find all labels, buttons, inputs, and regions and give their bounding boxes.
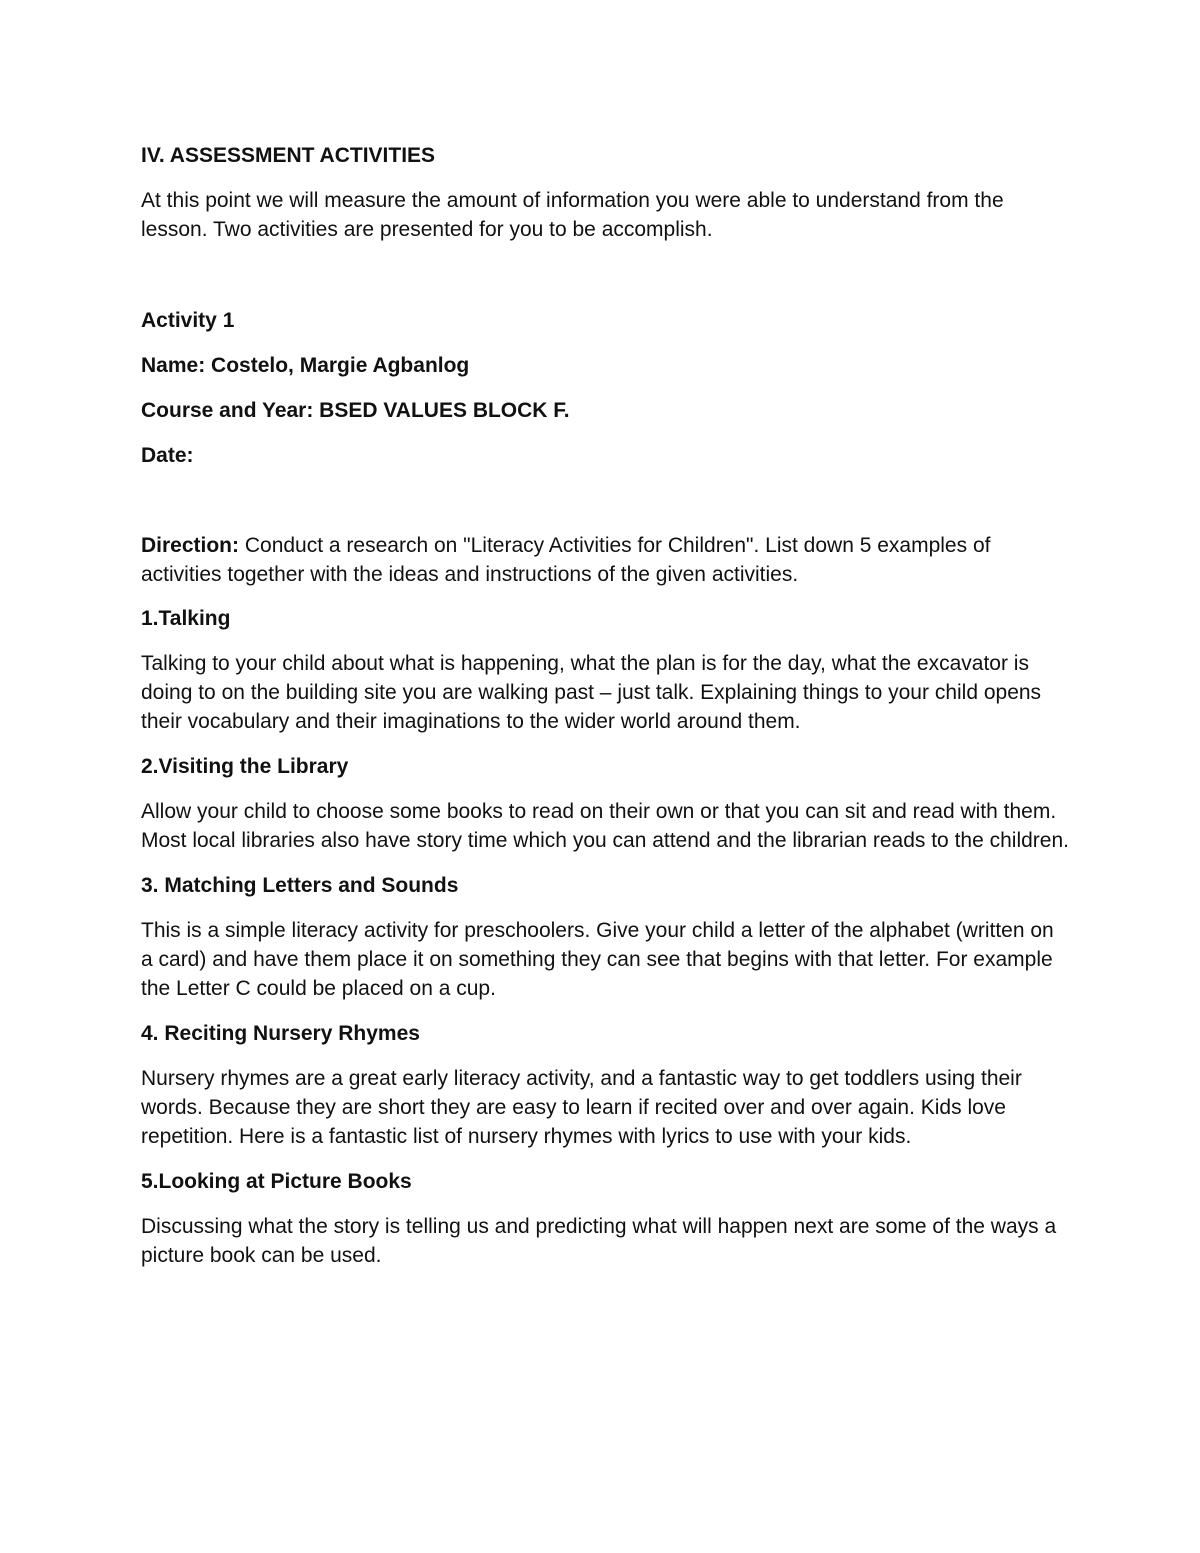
item-title: 4. Reciting Nursery Rhymes [141, 1022, 420, 1045]
item-title: 5.Looking at Picture Books [141, 1170, 412, 1193]
item-title: 1.Talking [141, 607, 231, 630]
name-line: Name: Costelo, Margie Agbanlog [141, 354, 470, 377]
item-title: 3. Matching Letters and Sounds [141, 874, 459, 897]
activity-title: Activity 1 [141, 309, 235, 332]
item-body: Talking to your child about what is happening, what the plan is for the day, what the excavator is doing to on the building site you are walking past – just talk. Explaining things to your child opens their vocabulary and their imaginations to the wider world around them. [141, 652, 1042, 733]
item-body: Nursery rhymes are a great early literacy activity, and a fantastic way to get toddlers using their words. Because they are short they are easy to learn if recited over and over again. Kids love repetition. Here is a fantastic list of nursery rhymes with lyrics to use with your kids. [141, 1067, 1022, 1148]
direction-label: Direction: [141, 534, 240, 557]
direction-paragraph [141, 531, 1071, 589]
intro-paragraph: At this point we will measure the amount of information you were able to understand from the lesson. Two activities are presented for you to be accomplish. [141, 189, 1004, 241]
direction-text: Conduct a research on "Literacy Activities for Children". List down 5 examples of activities together with the ideas and instructions of the given activities. [141, 534, 991, 586]
item-body: This is a simple literacy activity for preschoolers. Give your child a letter of the alphabet (written on a card) and have them place it on something they can see that begins with that letter. For example the Letter C could be placed on a cup. [141, 919, 1054, 1000]
document-page [141, 141, 1071, 1270]
section-title: IV. ASSESSMENT ACTIVITIES [141, 144, 436, 167]
course-line: Course and Year: BSED VALUES BLOCK F. [141, 399, 570, 422]
item-body: Allow your child to choose some books to read on their own or that you can sit and read with them. Most local libraries also have story time which you can attend and the librarian reads to the children. [141, 800, 1069, 852]
item-title: 2.Visiting the Library [141, 755, 349, 778]
item-body: Discussing what the story is telling us and predicting what will happen next are some of the ways a picture book can be used. [141, 1215, 1057, 1267]
date-line: Date: [141, 444, 194, 467]
